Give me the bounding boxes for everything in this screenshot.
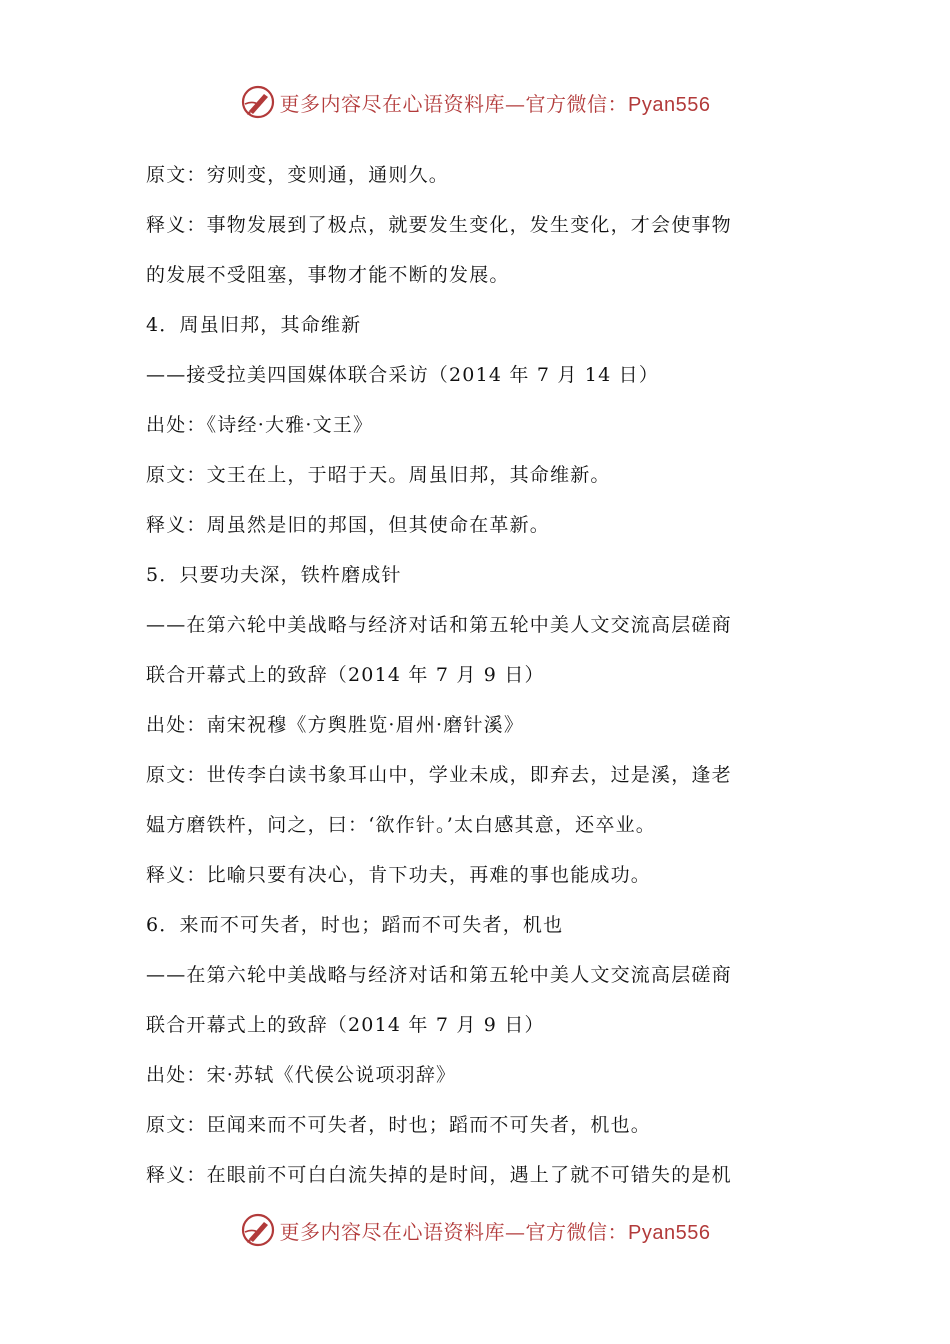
section-heading: 5．只要功夫深，铁杵磨成针 (146, 564, 402, 586)
text-line: 联合开幕式上的致辞（2014 年 7 月 9 日） (146, 664, 545, 686)
text-line: 释义：比喻只要有决心，肯下功夫，再难的事也能成功。 (146, 864, 652, 886)
banner-text (280, 88, 711, 117)
text-line: 媪方磨铁杵，问之，曰：‘欲作针。’太白感其意，还卒业。 (146, 814, 656, 836)
text-line: 释义：事物发展到了极点，就要发生变化，发生变化，才会使事物 (146, 214, 732, 236)
footer-banner (0, 1210, 950, 1250)
text-line: ——在第六轮中美战略与经济对话和第五轮中美人文交流高层磋商 (146, 614, 732, 636)
header-banner (0, 82, 950, 122)
text-line: 出处：南宋祝穆《方舆胜览·眉州·磨针溪》 (146, 714, 525, 736)
section-heading: 4．周虽旧邦，其命维新 (146, 314, 362, 336)
banner-label: 更多内容尽在心语资料库—官方微信： (279, 1219, 629, 1244)
text-line: 原文：世传李白读书象耳山中，学业未成，即弃去，过是溪，逢老 (146, 764, 732, 786)
banner-label: 更多内容尽在心语资料库—官方微信： (279, 91, 629, 116)
text-line: 原文：文王在上，于昭于天。周虽旧邦，其命维新。 (146, 464, 611, 486)
banner-text (280, 1216, 711, 1245)
pen-logo-icon (240, 1212, 276, 1248)
text-line: ——接受拉美四国媒体联合采访（2014 年 7 月 14 日） (146, 364, 660, 386)
wechat-id: Pyan556 (628, 1221, 711, 1244)
text-line: 原文：穷则变，变则通，通则久。 (146, 164, 450, 186)
text-line: 释义：在眼前不可白白流失掉的是时间，遇上了就不可错失的是机 (146, 1164, 732, 1186)
document-body (146, 150, 806, 1200)
text-line: 联合开幕式上的致辞（2014 年 7 月 9 日） (146, 1014, 545, 1036)
wechat-id: Pyan556 (628, 93, 711, 116)
text-line: ——在第六轮中美战略与经济对话和第五轮中美人文交流高层磋商 (146, 964, 732, 986)
pen-logo-icon (240, 84, 276, 120)
text-line: 原文：臣闻来而不可失者，时也；蹈而不可失者，机也。 (146, 1114, 652, 1136)
section-heading: 6．来而不可失者，时也；蹈而不可失者，机也 (146, 914, 564, 936)
text-line: 的发展不受阻塞，事物才能不断的发展。 (146, 264, 510, 286)
text-line: 释义：周虽然是旧的邦国，但其使命在革新。 (146, 514, 551, 536)
text-line: 出处：宋·苏轼《代侯公说项羽辞》 (146, 1064, 457, 1086)
text-line: 出处：《诗经·大雅·文王》 (146, 414, 374, 436)
